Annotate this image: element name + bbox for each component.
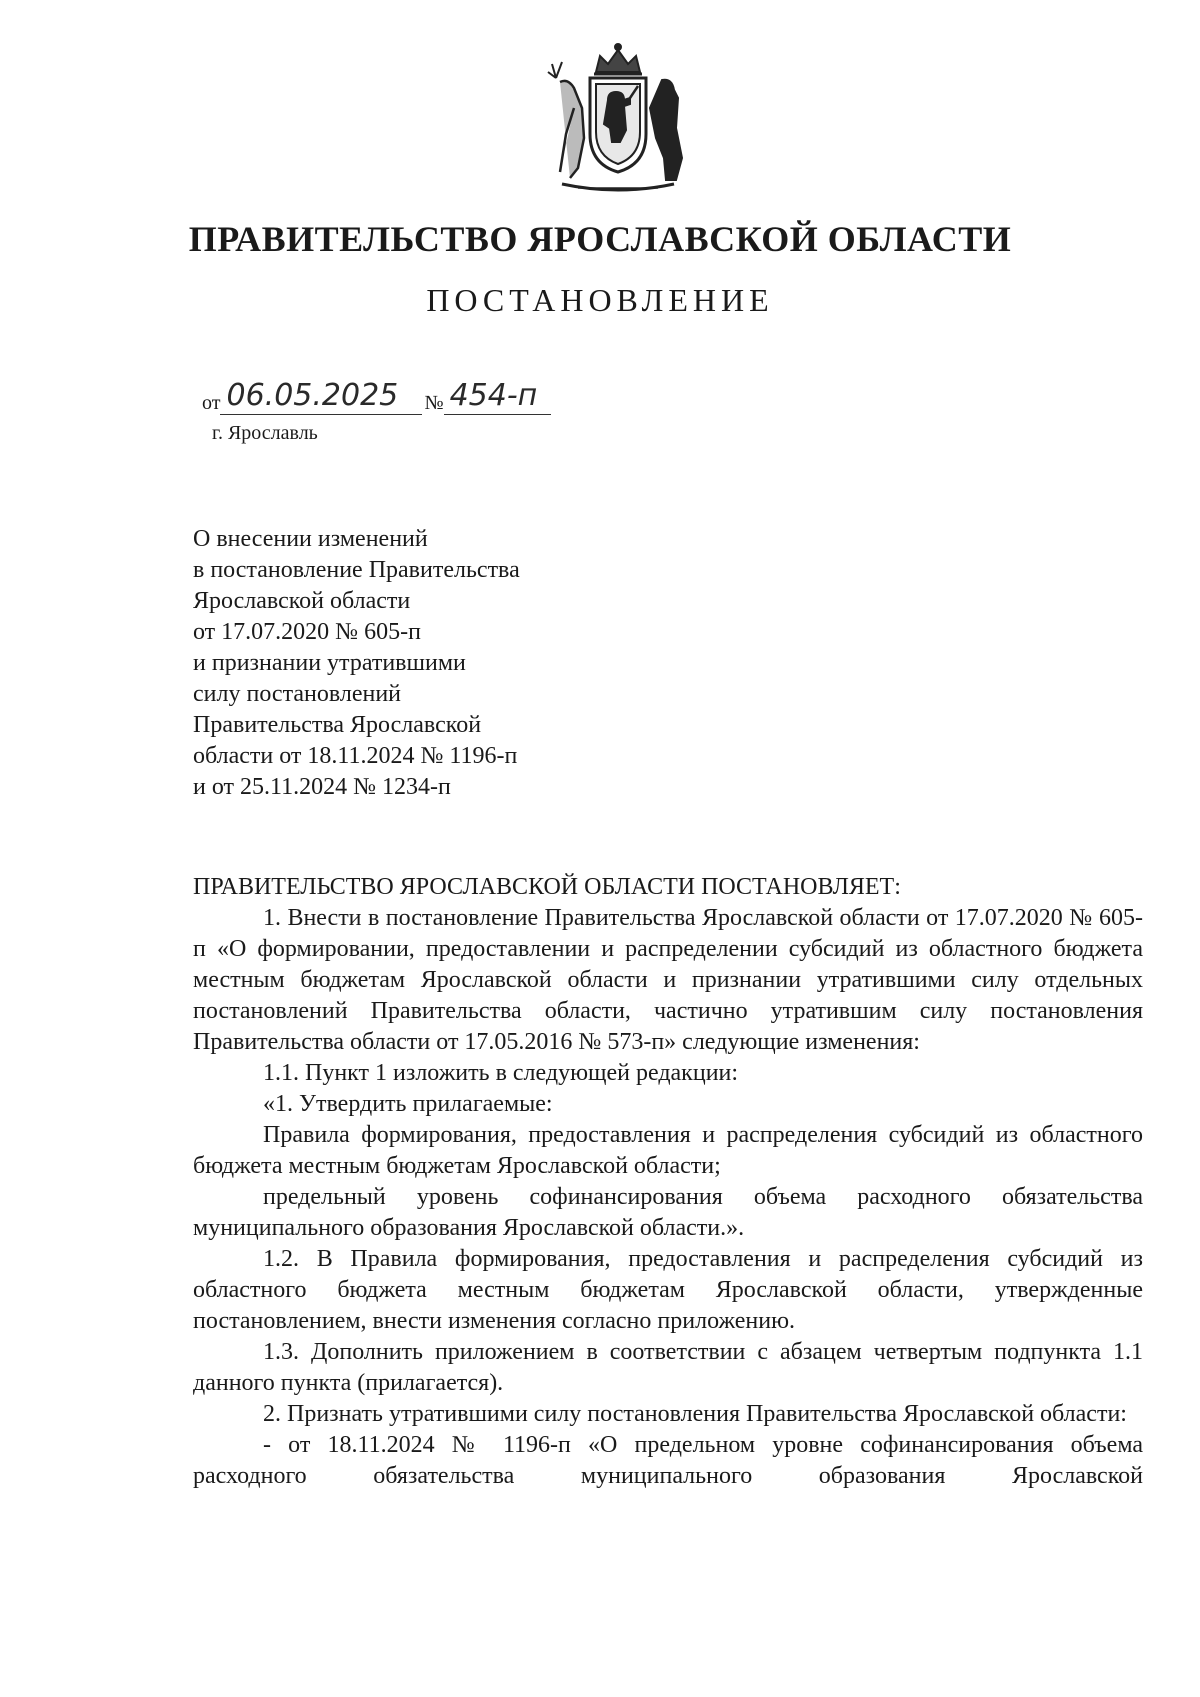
paragraph-1: 1. Внести в постановление Правительства Ярославской области от 17.07.2020 № 605-п «О формировании, предоставлении и распределении субсидий из областного бюджета местным бюджетам Ярославской области и признании утратившими силу отдельных постановлений Правительства области, частично утратившим силу постановления Правительства области от 17.05.2016 № 573-п» следующие изменения:	[193, 905, 1143, 1055]
subject-line: О внесении изменений	[193, 526, 428, 552]
document-type: ПОСТАНОВЛЕНИЕ	[426, 282, 774, 318]
subject-line: и от 25.11.2024 № 1234-п	[193, 774, 451, 800]
coat-of-arms-emblem	[538, 38, 698, 198]
paragraph-1-3: 1.3. Дополнить приложением в соответствии с абзацем четвертым подпункта 1.1 данного пункта (прилагается).	[193, 1339, 1143, 1396]
handwritten-number: 454-п	[444, 378, 551, 415]
paragraph-rules: Правила формирования, предоставления и распределения субсидий из областного бюджета местным бюджетам Ярославской области;	[193, 1122, 1143, 1179]
document-body	[193, 872, 1143, 1492]
subject-line: Правительства Ярославской	[193, 712, 482, 738]
organization-title: ПРАВИТЕЛЬСТВО ЯРОСЛАВСКОЙ ОБЛАСТИ	[188, 219, 1012, 259]
subject-line: силу постановлений	[193, 681, 402, 707]
city: г. Ярославль	[212, 422, 318, 444]
subject-line: и признании утратившими	[193, 650, 466, 676]
document-date-number	[202, 378, 551, 418]
subject-line: от 17.07.2020 № 605-п	[193, 619, 421, 645]
handwritten-date: 06.05.2025	[220, 378, 422, 415]
paragraph-cofinancing: предельный уровень софинансирования объема расходного обязательства муниципального образования Ярославской области.».	[193, 1184, 1143, 1241]
decree-heading: ПРАВИТЕЛЬСТВО ЯРОСЛАВСКОЙ ОБЛАСТИ ПОСТАНОВЛЯЕТ:	[193, 874, 901, 900]
paragraph-1-2: 1.2. В Правила формирования, предоставления и распределения субсидий из областного бюджета местным бюджетам Ярославской области, утвержденные постановлением, внести изменения согласно приложению.	[193, 1246, 1143, 1334]
paragraph-2: 2. Признать утратившими силу постановления Правительства Ярославской области:	[263, 1401, 1127, 1427]
paragraph-1-1: 1.1. Пункт 1 изложить в следующей редакции:	[263, 1060, 739, 1086]
number-sign: №	[424, 392, 444, 414]
date-prefix: от	[202, 392, 221, 414]
subject-line: Ярославской области	[193, 588, 411, 614]
paragraph-quote-1: «1. Утвердить прилагаемые:	[263, 1091, 553, 1117]
subject-line: области от 18.11.2024 № 1196-п	[193, 743, 518, 769]
paragraph-2-item-1: - от 18.11.2024 № 1196-п «О предельном уровне софинансирования объема расходного обязательства муниципального образования Ярославской	[193, 1432, 1143, 1489]
subject-line: в постановление Правительства	[193, 557, 520, 583]
document-subject	[193, 524, 520, 803]
